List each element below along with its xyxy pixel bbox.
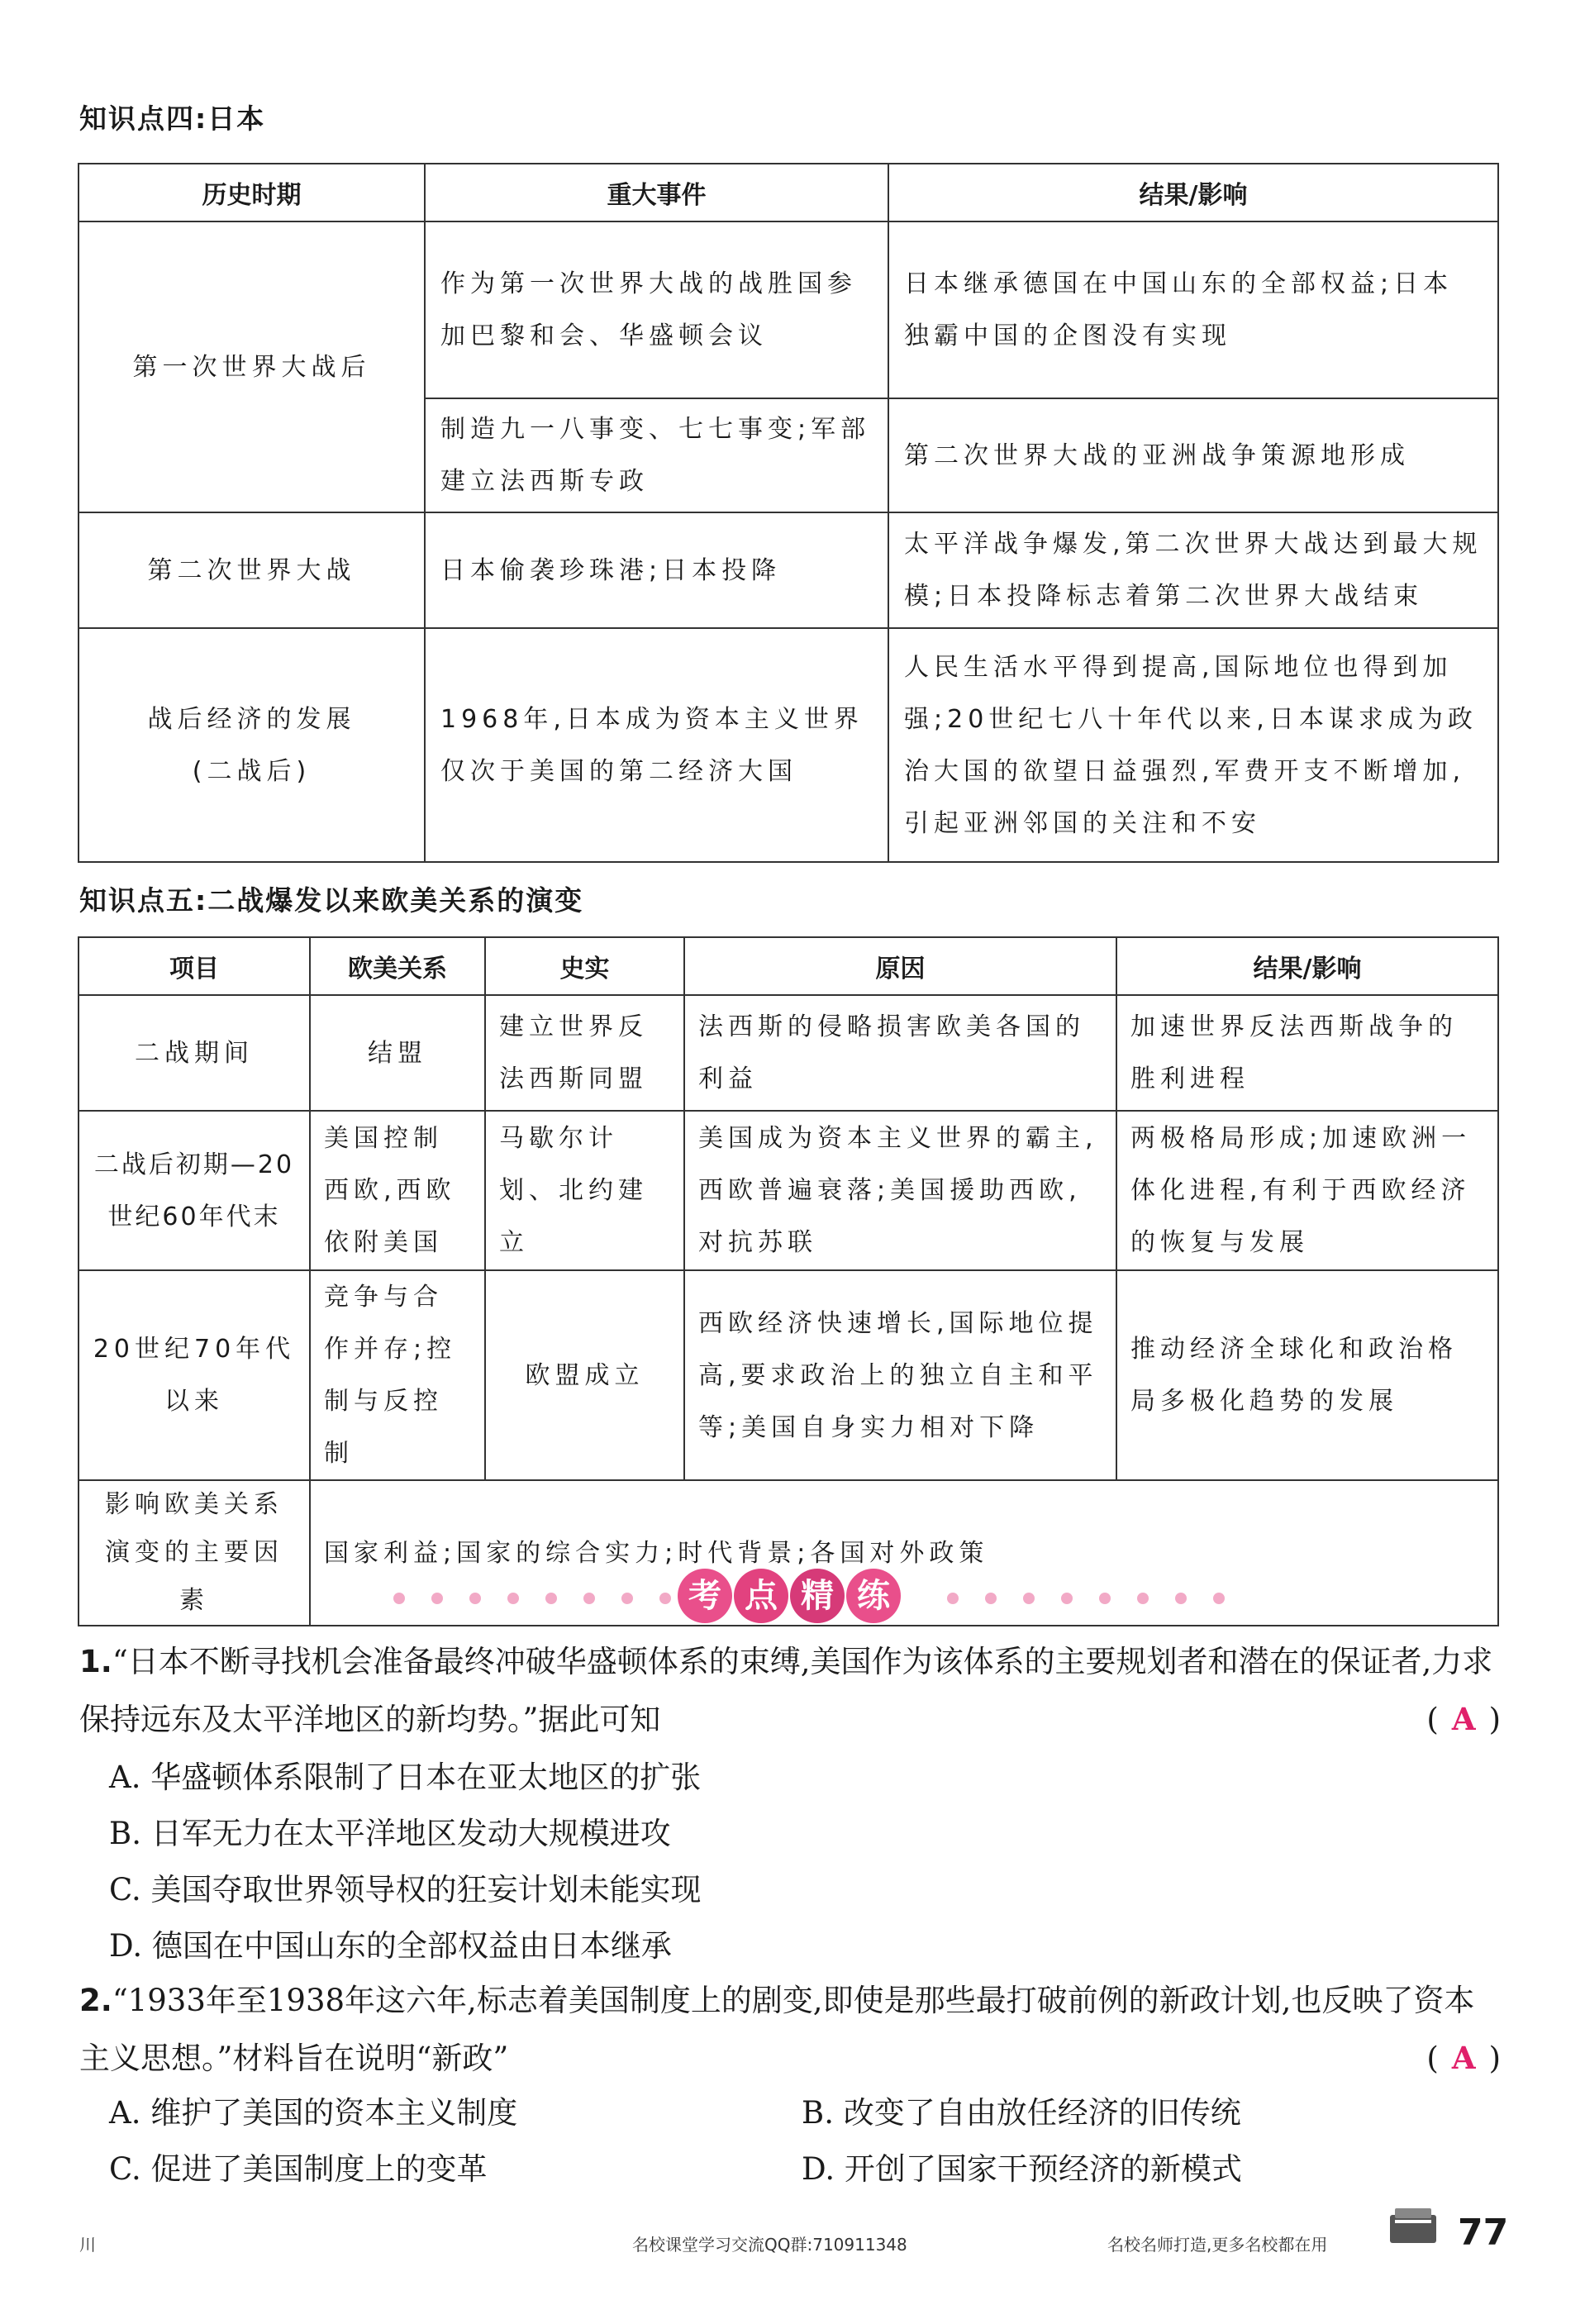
header-event: 重大事件 (425, 164, 888, 221)
fact-cell: 建立世界反法西斯同盟 (485, 995, 684, 1111)
relation-cell: 美国控制西欧,西欧依附美国 (310, 1111, 485, 1270)
event-cell: 制造九一八事变、七七事变;军部建立法西斯专政 (425, 398, 888, 512)
option-d: D. 开创了国家干预经济的新模式 (802, 2151, 1242, 2187)
japan-table (78, 163, 1499, 863)
header-reason: 原因 (684, 937, 1116, 995)
header-result: 结果/影响 (1116, 937, 1498, 995)
fact-cell: 欧盟成立 (485, 1270, 684, 1480)
question-stem: “1933年至1938年这六年,标志着美国制度上的剧变,即使是那些最打破前例的新政计划,也反映了资本主义思想。”材料旨在说明“新政” (79, 1983, 1475, 2076)
banner-char: 精 (790, 1569, 845, 1623)
item-cell: 20世纪70年代以来 (79, 1270, 310, 1480)
option-c: C. 美国夺取世界领导权的狂妄计划未能实现 (109, 1872, 702, 1907)
period-cell: 第二次世界大战 (79, 512, 425, 628)
relation-cell: 竞争与合作并存;控制与反控制 (310, 1270, 485, 1480)
period-sub: (二战后) (192, 756, 312, 786)
result-cell: 太平洋战争爆发,第二次世界大战达到最大规模;日本投降标志着第二次世界大战结束 (888, 512, 1498, 628)
banner-dots-left (380, 1592, 684, 1607)
result-cell: 第二次世界大战的亚洲战争策源地形成 (888, 398, 1498, 512)
section4-title: 知识点四:日本 (79, 102, 266, 135)
result-cell: 推动经济全球化和政治格局多极化趋势的发展 (1116, 1270, 1498, 1480)
result-cell: 加速世界反法西斯战争的胜利进程 (1116, 995, 1498, 1111)
event-cell: 1968年,日本成为资本主义世界仅次于美国的第二经济大国 (425, 628, 888, 862)
banner-dots-right (934, 1592, 1238, 1607)
option-a: A. 华盛顿体系限制了日本在亚太地区的扩张 (109, 1760, 702, 1795)
event-cell: 日本偷袭珍珠港;日本投降 (425, 512, 888, 628)
footer-left: 川 (79, 2235, 96, 2255)
period-main: 战后经济的发展 (147, 704, 356, 734)
reason-cell: 美国成为资本主义世界的霸主,西欧普遍衰落;美国援助西欧,对抗苏联 (684, 1111, 1116, 1270)
question-2 (79, 1972, 1501, 2088)
answer-bracket: ( A ) (1426, 2040, 1501, 2076)
banner-char: 练 (846, 1569, 901, 1623)
factors-text: 国家利益;国家的综合实力;时代背景;各国对外政策 (310, 1480, 1498, 1626)
header-item: 项目 (79, 937, 310, 995)
answer-value: A (1451, 2040, 1476, 2076)
answer-bracket: ( A ) (1426, 1701, 1501, 1737)
header-result: 结果/影响 (888, 164, 1498, 221)
option-c: C. 促进了美国制度上的变革 (109, 2151, 488, 2187)
table-row (79, 1111, 1498, 1270)
footer-right: 名校名师打造,更多名校都在用 (1107, 2235, 1328, 2255)
option-d: D. 德国在中国山东的全部权益由日本继承 (109, 1928, 672, 1964)
header-relation: 欧美关系 (310, 937, 485, 995)
section5-title: 知识点五:二战爆发以来欧美关系的演变 (79, 884, 584, 917)
option-b: B. 改变了自由放任经济的旧传统 (802, 2095, 1241, 2131)
period-cell (79, 628, 425, 862)
exercise-banner (0, 1569, 1585, 1626)
reason-cell: 法西斯的侵略损害欧美各国的利益 (684, 995, 1116, 1111)
result-cell: 日本继承德国在中国山东的全部权益;日本独霸中国的企图没有实现 (888, 221, 1498, 398)
event-cell: 作为第一次世界大战的战胜国参加巴黎和会、华盛顿会议 (425, 221, 888, 398)
result-cell: 两极格局形成;加速欧洲一体化进程,有利于西欧经济的恢复与发展 (1116, 1111, 1498, 1270)
euro-us-table (78, 936, 1499, 1626)
question-1 (79, 1633, 1501, 1749)
banner-char: 点 (734, 1569, 788, 1623)
banner-title (678, 1569, 902, 1623)
footer-center: 名校课堂学习交流QQ群:710911348 (632, 2235, 907, 2255)
relation-cell: 结盟 (310, 995, 485, 1111)
option-b: B. 日军无力在太平洋地区发动大规模进攻 (109, 1816, 671, 1851)
table-row (79, 995, 1498, 1111)
header-fact: 史实 (485, 937, 684, 995)
book-logo-icon (1385, 2202, 1443, 2251)
factors-label: 影响欧美关系演变的主要因素 (79, 1480, 310, 1626)
item-cell: 二战期间 (79, 995, 310, 1111)
result-cell: 人民生活水平得到提高,国际地位也得到加强;20世纪七八十年代以来,日本谋求成为政治大国的欲望日益强烈,军费开支不断增加,引起亚洲邻国的关注和不安 (888, 628, 1498, 862)
question-stem: “日本不断寻找机会准备最终冲破华盛顿体系的束缚,美国作为该体系的主要规划者和潜在的保证者,力求保持远东及太平洋地区的新均势。”据此可知 (79, 1644, 1493, 1737)
reason-cell: 西欧经济快速增长,国际地位提高,要求政治上的独立自主和平等;美国自身实力相对下降 (684, 1270, 1116, 1480)
question-number: 1. (79, 1644, 112, 1679)
question-number: 2. (79, 1983, 112, 2018)
header-period: 历史时期 (79, 164, 425, 221)
option-a: A. 维护了美国的资本主义制度 (109, 2095, 518, 2131)
banner-char: 考 (678, 1569, 732, 1623)
table-row (79, 1270, 1498, 1480)
fact-cell: 马歇尔计划、北约建立 (485, 1111, 684, 1270)
item-cell: 二战后初期—20世纪60年代末 (79, 1111, 310, 1270)
answer-value: A (1451, 1701, 1476, 1737)
page-number: 77 (1458, 2212, 1509, 2254)
period-cell: 第一次世界大战后 (79, 221, 425, 512)
